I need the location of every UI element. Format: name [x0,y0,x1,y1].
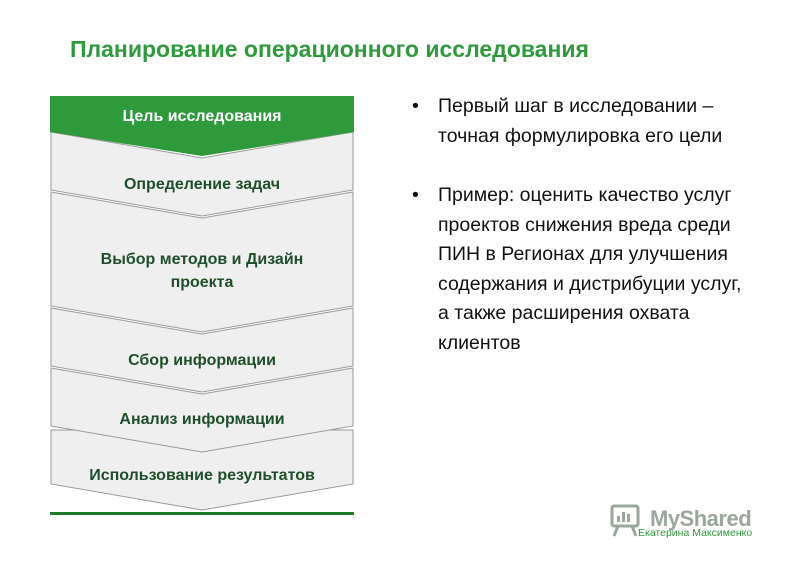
step-label-use-results: Использование результатов [89,467,315,484]
process-flow-shapes [50,96,354,516]
bullet-text: Первый шаг в исследовании – точная формулировка его цели [438,95,723,147]
step-label-data-analysis: Анализ информации [119,411,285,428]
bullet-item [410,92,750,151]
step-label-define-tasks: Определение задач [123,176,281,193]
bullet-text: Пример: оценить качество услуг проектов снижения вреда среди ПИН в Регионах для улучшения содержания и дистрибуции услуг, а также расширения охвата клиентов [438,184,742,354]
page-title: Планирование операционного исследования [70,36,589,62]
step-label-methods-design: Выбор методов и Дизайн проекта [100,251,304,291]
process-flow [50,96,354,516]
author-name: Екатерина Максименко [638,527,753,539]
bullet-item [410,181,750,358]
watermark-logo-text: MyShared [650,506,752,531]
bullet-marker: • [412,184,419,206]
step-label-data-collection: Сбор информации [128,352,276,369]
bullet-list [410,92,750,358]
myshared-watermark[interactable] [608,503,778,543]
bottom-divider [50,512,354,515]
step-label-research-goal: Цель исследования [122,108,282,125]
bullet-marker: • [412,95,419,117]
